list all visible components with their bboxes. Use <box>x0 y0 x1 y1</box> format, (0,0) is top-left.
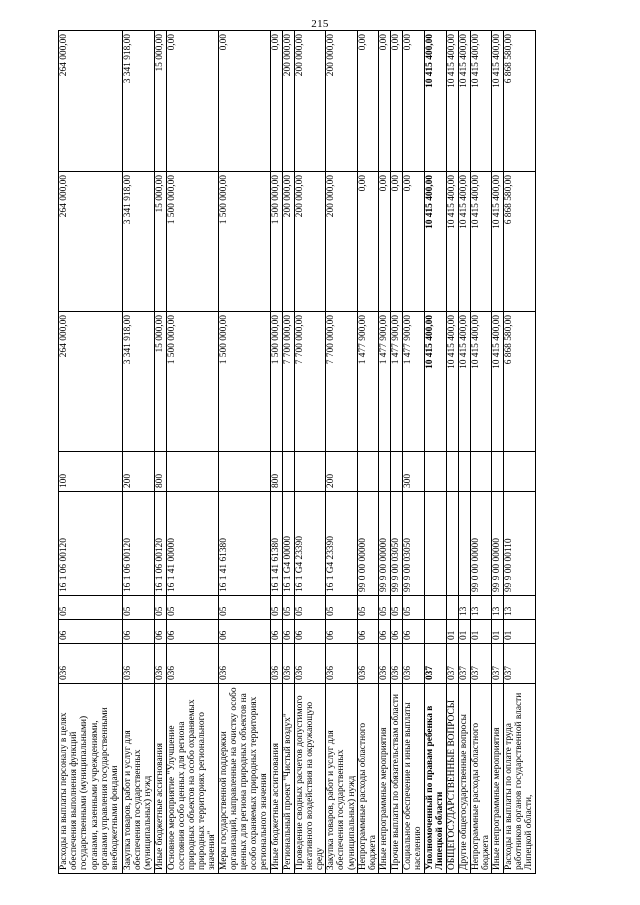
row-subsection-cell: 13 <box>470 596 491 620</box>
table-row <box>166 31 218 874</box>
row-name-cell: Другие общегосударственные вопросы <box>458 684 470 874</box>
row-ved-cell: 037 <box>446 644 458 684</box>
row-ved-cell: 036 <box>391 644 403 684</box>
row-amount-1-cell: 1 500 000,00 <box>166 312 218 452</box>
row-ved-cell: 036 <box>326 644 358 684</box>
page-number: 215 <box>311 18 329 30</box>
row-subsection-cell: 05 <box>166 596 218 620</box>
row-subsection-cell: 13 <box>492 596 504 620</box>
row-target-cell: 16 1 41 61380 <box>218 492 270 596</box>
row-name-cell: Прочие выплаты по обязательствам области <box>391 684 403 874</box>
row-amount-3-cell: 15 000,00 <box>154 31 166 172</box>
row-amount-3-cell: 200 000,00 <box>294 31 326 172</box>
row-target-cell: 99 0 00 00000 <box>357 492 378 596</box>
row-expense-type-cell: 800 <box>270 452 282 492</box>
table-row <box>403 31 424 874</box>
row-amount-1-cell: 7 700 000,00 <box>282 312 294 452</box>
row-amount-1-cell: 10 415 400,00 <box>446 312 458 452</box>
table-row <box>270 31 282 874</box>
table-row <box>504 31 536 874</box>
row-amount-2-cell: 0,00 <box>403 172 424 312</box>
row-subsection-cell: 05 <box>379 596 391 620</box>
row-name-cell: Меры государственной поддержки организаций, направленные на очистку особо ценных для региона природных объектов на особо охраняемых природных территориях регионального значения <box>218 684 270 874</box>
row-amount-2-cell: 1 500 000,00 <box>270 172 282 312</box>
row-amount-3-cell: 0,00 <box>357 31 378 172</box>
table-body <box>59 31 536 874</box>
row-amount-1-cell: 10 415 400,00 <box>492 312 504 452</box>
row-ved-cell: 036 <box>403 644 424 684</box>
row-expense-type-cell: 200 <box>326 452 358 492</box>
row-target-cell: 99 9 00 00000 <box>379 492 391 596</box>
row-section-cell: 06 <box>154 620 166 644</box>
row-name-cell: Иные непрограммные мероприятия <box>379 684 391 874</box>
row-section-cell: 06 <box>59 620 123 644</box>
row-ved-cell: 036 <box>218 644 270 684</box>
row-target-cell: 16 1 41 61380 <box>270 492 282 596</box>
row-amount-1-cell: 15 000,00 <box>154 312 166 452</box>
row-amount-2-cell: 3 341 918,00 <box>123 172 155 312</box>
row-subsection-cell: 05 <box>294 596 326 620</box>
row-amount-3-cell: 0,00 <box>270 31 282 172</box>
row-subsection-cell: 05 <box>403 596 424 620</box>
table-row <box>154 31 166 874</box>
row-target-cell: 99 9 00 00110 <box>504 492 536 596</box>
row-section-cell: 01 <box>446 620 458 644</box>
table-row <box>470 31 491 874</box>
row-target-cell: 99 0 00 00000 <box>470 492 491 596</box>
row-ved-cell: 036 <box>379 644 391 684</box>
row-target-cell: 16 1 06 00120 <box>59 492 123 596</box>
table-row <box>123 31 155 874</box>
row-amount-1-cell: 6 868 580,00 <box>504 312 536 452</box>
row-amount-2-cell: 200 000,00 <box>294 172 326 312</box>
row-ved-cell: 037 <box>424 644 446 684</box>
row-subsection-cell: 05 <box>326 596 358 620</box>
table-row <box>391 31 403 874</box>
table-row <box>424 31 446 874</box>
row-ved-cell: 037 <box>458 644 470 684</box>
row-amount-3-cell: 10 415 400,00 <box>424 31 446 172</box>
row-expense-type-cell <box>391 452 403 492</box>
row-expense-type-cell: 100 <box>59 452 123 492</box>
row-ved-cell: 036 <box>270 644 282 684</box>
row-amount-1-cell: 1 477 900,00 <box>403 312 424 452</box>
row-amount-1-cell: 10 415 400,00 <box>424 312 446 452</box>
row-name-cell: Уполномоченный по правам ребенка в Липецкой области <box>424 684 446 874</box>
row-amount-2-cell: 10 415 400,00 <box>424 172 446 312</box>
row-section-cell: 01 <box>504 620 536 644</box>
row-expense-type-cell <box>504 452 536 492</box>
row-amount-3-cell: 10 415 400,00 <box>492 31 504 172</box>
row-amount-3-cell: 200 000,00 <box>326 31 358 172</box>
row-name-cell: Основное мероприятие "Улучшение состояния особо ценных для региона природных объектов на особо охраняемых природных территориях регионального значения" <box>166 684 218 874</box>
row-amount-2-cell: 15 000,00 <box>154 172 166 312</box>
row-section-cell: 01 <box>470 620 491 644</box>
row-expense-type-cell <box>218 452 270 492</box>
row-ved-cell: 037 <box>504 644 536 684</box>
row-target-cell: 16 1 G4 23390 <box>294 492 326 596</box>
row-section-cell: 06 <box>357 620 378 644</box>
row-name-cell: Региональный проект "Чистый воздух" <box>282 684 294 874</box>
row-amount-3-cell: 0,00 <box>218 31 270 172</box>
row-expense-type-cell <box>446 452 458 492</box>
row-name-cell: ОБЩЕГОСУДАРСТВЕННЫЕ ВОПРОСЫ <box>446 684 458 874</box>
row-target-cell: 99 9 00 03050 <box>391 492 403 596</box>
row-target-cell <box>424 492 446 596</box>
table-row <box>294 31 326 874</box>
row-name-cell: Иные бюджетные ассигнования <box>154 684 166 874</box>
row-subsection-cell: 13 <box>504 596 536 620</box>
row-amount-2-cell: 0,00 <box>391 172 403 312</box>
row-amount-2-cell: 1 500 000,00 <box>166 172 218 312</box>
row-subsection-cell: 13 <box>458 596 470 620</box>
row-target-cell: 16 1 G4 00000 <box>282 492 294 596</box>
row-name-cell: Закупка товаров, работ и услуг для обеспечения государственных (муниципальных) нужд <box>326 684 358 874</box>
row-amount-2-cell: 10 415 400,00 <box>492 172 504 312</box>
row-subsection-cell: 05 <box>154 596 166 620</box>
row-target-cell: 16 1 06 00120 <box>123 492 155 596</box>
row-amount-3-cell: 10 415 400,00 <box>470 31 491 172</box>
row-section-cell: 06 <box>282 620 294 644</box>
row-name-cell: Проведение сводных расчетов допустимого негативного воздействия на окружающую среду <box>294 684 326 874</box>
row-amount-3-cell: 0,00 <box>379 31 391 172</box>
row-amount-3-cell: 0,00 <box>166 31 218 172</box>
row-section-cell <box>424 620 446 644</box>
row-expense-type-cell: 200 <box>123 452 155 492</box>
row-amount-3-cell: 264 000,00 <box>59 31 123 172</box>
row-amount-2-cell: 10 415 400,00 <box>470 172 491 312</box>
row-name-cell: Иные непрограммные мероприятия <box>492 684 504 874</box>
row-amount-1-cell: 7 700 000,00 <box>326 312 358 452</box>
row-expense-type-cell <box>458 452 470 492</box>
row-subsection-cell: 05 <box>270 596 282 620</box>
row-amount-1-cell: 10 415 400,00 <box>458 312 470 452</box>
table-row <box>379 31 391 874</box>
row-expense-type-cell: 300 <box>403 452 424 492</box>
table-row <box>446 31 458 874</box>
row-expense-type-cell <box>379 452 391 492</box>
row-name-cell: Иные бюджетные ассигнования <box>270 684 282 874</box>
row-section-cell: 06 <box>403 620 424 644</box>
row-expense-type-cell <box>357 452 378 492</box>
row-amount-3-cell: 0,00 <box>403 31 424 172</box>
row-amount-3-cell: 3 341 918,00 <box>123 31 155 172</box>
row-subsection-cell: 05 <box>282 596 294 620</box>
table-frame <box>58 31 535 874</box>
row-section-cell: 06 <box>123 620 155 644</box>
row-subsection-cell: 05 <box>357 596 378 620</box>
row-expense-type-cell: 800 <box>154 452 166 492</box>
row-amount-1-cell: 7 700 000,00 <box>294 312 326 452</box>
row-name-cell: Социальное обеспечение и иные выплаты населению <box>403 684 424 874</box>
row-expense-type-cell <box>424 452 446 492</box>
row-target-cell <box>446 492 458 596</box>
table-row <box>326 31 358 874</box>
row-amount-2-cell: 200 000,00 <box>326 172 358 312</box>
table-row <box>282 31 294 874</box>
row-amount-2-cell: 1 500 000,00 <box>218 172 270 312</box>
row-section-cell: 06 <box>294 620 326 644</box>
row-expense-type-cell <box>294 452 326 492</box>
row-amount-2-cell: 10 415 400,00 <box>446 172 458 312</box>
row-ved-cell: 036 <box>123 644 155 684</box>
row-expense-type-cell <box>470 452 491 492</box>
row-ved-cell: 036 <box>282 644 294 684</box>
row-amount-1-cell: 1 477 900,00 <box>379 312 391 452</box>
row-amount-1-cell: 1 500 000,00 <box>270 312 282 452</box>
row-section-cell: 01 <box>458 620 470 644</box>
row-target-cell: 16 1 06 00120 <box>154 492 166 596</box>
row-section-cell: 06 <box>166 620 218 644</box>
row-expense-type-cell <box>166 452 218 492</box>
row-subsection-cell <box>424 596 446 620</box>
row-ved-cell: 037 <box>470 644 491 684</box>
row-amount-3-cell: 200 000,00 <box>282 31 294 172</box>
row-amount-2-cell: 0,00 <box>357 172 378 312</box>
row-amount-2-cell: 264 000,00 <box>59 172 123 312</box>
row-section-cell: 01 <box>492 620 504 644</box>
table-row <box>59 31 123 874</box>
table-row <box>357 31 378 874</box>
row-expense-type-cell <box>492 452 504 492</box>
rotated-table-wrapper <box>58 31 535 874</box>
row-amount-1-cell: 1 500 000,00 <box>218 312 270 452</box>
row-target-cell: 16 1 41 00000 <box>166 492 218 596</box>
row-amount-1-cell: 264 000,00 <box>59 312 123 452</box>
row-amount-1-cell: 3 341 918,00 <box>123 312 155 452</box>
row-amount-2-cell: 6 868 580,00 <box>504 172 536 312</box>
row-amount-3-cell: 0,00 <box>391 31 403 172</box>
row-subsection-cell: 05 <box>123 596 155 620</box>
row-name-cell: Непрограммные расходы областного бюджета <box>470 684 491 874</box>
row-subsection-cell: 05 <box>218 596 270 620</box>
row-name-cell: Закупка товаров, работ и услуг для обеспечения государственных (муниципальных) нужд <box>123 684 155 874</box>
row-amount-3-cell: 10 415 400,00 <box>446 31 458 172</box>
row-amount-1-cell: 10 415 400,00 <box>470 312 491 452</box>
budget-table <box>58 30 536 874</box>
row-subsection-cell: 05 <box>59 596 123 620</box>
row-name-cell: Расходы на выплаты по оплате труда работников органов государственной власти Липецкой области, <box>504 684 536 874</box>
row-amount-3-cell: 6 868 580,00 <box>504 31 536 172</box>
table-row <box>492 31 504 874</box>
row-section-cell: 06 <box>326 620 358 644</box>
row-amount-2-cell: 0,00 <box>379 172 391 312</box>
row-target-cell: 16 1 G4 23390 <box>326 492 358 596</box>
row-ved-cell: 036 <box>154 644 166 684</box>
row-target-cell: 99 9 00 00000 <box>492 492 504 596</box>
row-expense-type-cell <box>282 452 294 492</box>
row-section-cell: 06 <box>391 620 403 644</box>
row-amount-1-cell: 1 477 900,00 <box>391 312 403 452</box>
row-ved-cell: 036 <box>294 644 326 684</box>
row-ved-cell: 036 <box>166 644 218 684</box>
row-ved-cell: 036 <box>357 644 378 684</box>
row-amount-1-cell: 1 477 900,00 <box>357 312 378 452</box>
row-name-cell: Расходы на выплаты персоналу в целях обеспечения выполнения функций государственными (муниципальными) органами, казенными учреждениями, органами управления государственными внебюджетными фондами <box>59 684 123 874</box>
row-amount-3-cell: 10 415 400,00 <box>458 31 470 172</box>
row-subsection-cell: 05 <box>391 596 403 620</box>
row-ved-cell: 037 <box>492 644 504 684</box>
row-target-cell: 99 9 00 03050 <box>403 492 424 596</box>
row-ved-cell: 036 <box>59 644 123 684</box>
row-name-cell: Непрограммные расходы областного бюджета <box>357 684 378 874</box>
row-subsection-cell <box>446 596 458 620</box>
row-amount-2-cell: 200 000,00 <box>282 172 294 312</box>
table-row <box>458 31 470 874</box>
table-row <box>218 31 270 874</box>
row-section-cell: 06 <box>218 620 270 644</box>
row-amount-2-cell: 10 415 400,00 <box>458 172 470 312</box>
row-section-cell: 06 <box>379 620 391 644</box>
row-target-cell <box>458 492 470 596</box>
row-section-cell: 06 <box>270 620 282 644</box>
